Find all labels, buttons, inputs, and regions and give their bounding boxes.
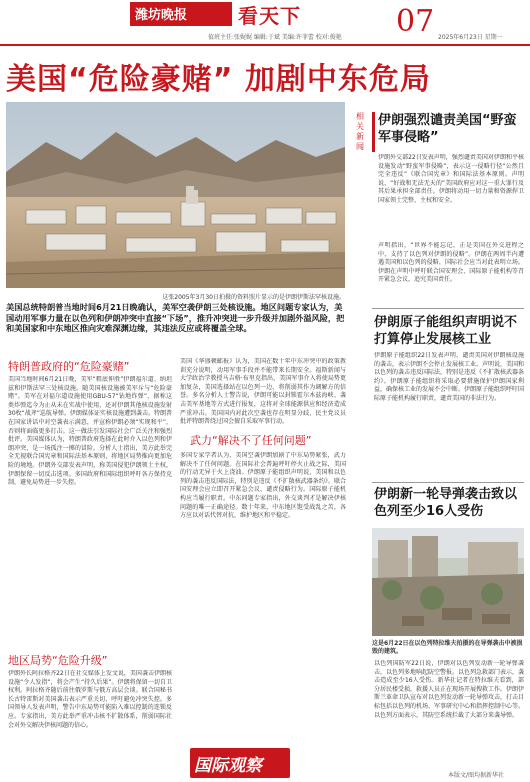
right-headline-3: 伊朗新一轮导弹袭击致以色列至少16人受伤 — [374, 487, 518, 519]
right-body-1b: 声明指出，“世界不能忘记，正是美国在外交进程之中，支持了以色列对伊朗的侵略”。伊朗在两周半内遭遇美国和以色列的侵略，国际社会应当对此表明立场。伊朗在声明中呼吁联合国安理会、国际原子能机构等召开紧急会议，追究美国责任。 — [378, 242, 524, 284]
accent-bar — [372, 112, 375, 152]
main-headline: 美国“危险豪赌” 加剧中东危局 — [6, 62, 431, 97]
right-body-1: 伊朗外交部22日发表声明，强烈谴责美国对伊朗和平核设施发动“野蛮军事侵略”，表示这一侵略行径“公然且完全违反”《联合国宪章》和国际法基本原则。声明说，“好战和无法无天的”美国政府应对这一重大罪行及其后果承担全部责任。伊朗将动用一切力量和资源捍卫国家领土完整、主权和安全。 — [378, 154, 524, 204]
related-news-label: 相关新闻 — [356, 112, 364, 151]
body-column-1a: 美国当地时间6月21日晚，美军“粗底伸胜”伊朗福尔道、纳坦兹和伊斯法罕三处核设施。随美国核设施被美军斥与“危险豪赌”。美军在对福尔道设施使用GBU-57“钻地炸弹”，据称这类炸弹迄今为止从未在实战中使用，还对伊朗其他核设施发射30枚“战斧”巡航导弹。伊朗媒体证实核设施遭到袭击。特朗普在国家讲话中对空袭表示满意，并宣称伊朗必须“实现和平”，否则将面临更多打击。这一做法引发国际社会广泛关注和强烈批评。美国媒体认为，特朗普政府选择在此时介入以色列和伊朗冲突，是一场孤注一掷的冒险。分析人士指出，美方此举完全无视联合国宪章和国际法基本原则，将地区局势推向更加危险的境地。伊朗外交部发表声明，称美国侵犯伊朗领土主权，伊朗保留一切反击选项。多国政府和国际组织呼吁各方保持克制，避免局势进一步失控。 — [8, 376, 172, 487]
right-body-3: 以色列国防军22日说，伊朗对以色列发动新一轮导弹袭击，以色列多地响起防空警报。以色列急救部门表示，袭击造成至少16人受伤。新华社记者在特拉维夫看到，部分居民楼受损，救援人员正在现场开展搜救工作。伊朗伊斯兰革命卫队宣布对以色列发动新一轮导弹攻击，打击目标包括以色列的机场、军事研究中心和指挥控制中心等。以色列方面表示，其防空系统拦截了大部分来袭导弹。 — [374, 660, 524, 719]
photo-image — [372, 528, 524, 636]
right-headline-2: 伊朗原子能组织声明说不打算停止发展核工业 — [374, 315, 518, 347]
divider — [372, 482, 524, 483]
photo-caption: 这张2005年3月30日拍摄的资料照片显示的是伊朗伊斯法罕核设施。 — [162, 294, 345, 301]
right-headline-1: 伊朗强烈谴责美国“野蛮军事侵略” — [378, 113, 517, 145]
lead-paragraph: 美国总统特朗普当地时间6月21日晚确认，美军空袭伊朗三处核设施。地区问题专家认为，美国动用军事力量在以色列和伊朗冲突中直接“下场”，推升冲突进一步升级并加剧外溢风险，把和美国家和中东地区推向灾难深渊边缘，其违法反应或将覆盖全球。 — [6, 302, 345, 334]
damaged-building-photo — [372, 528, 524, 636]
body-column-1b: 伊朗外长阿拉格齐22日在社交媒体上发文说，美国袭击伊朗核设施“令人发指”，将会产生“持久后果”。伊朗将保留一切自卫权利。阿拉格齐随后前往俄罗斯与俄方高层会谈。联合国秘书长古特雷斯对美国袭击表示严重关切，呼吁避免冲突失控。多国领导人发表声明，警告中东局势可能陷入难以控制的连锁反应。专家指出，美方此举严重冲击核不扩散体系，削弱国际社会对外交解决伊核问题的信心。 — [8, 670, 172, 729]
section-name: 看天下 — [238, 4, 301, 28]
subheading-1: 特朗普政府的“危险豪赌” — [8, 360, 130, 373]
body-column-2a: 美国《华盛顿邮报》认为，美国在数十年中东冲突中的政策教训充分说明，动用军事手段并不能带来长期安全。福斯新闻与大学政治学教授马吉格·布里克指出，美国军事介入将使局势更加复杂，美国选择站在以色列一边，将削弱其作为调解方的信誉。多名分析人士警告说，伊朗可能以封锁霍尔木兹海峡、袭击美军基地等方式进行报复，这将对全球能源供应和经济造成严重冲击。美国国内对此次空袭也存在明显分歧，民主党议员批评特朗普绕过国会擅自采取军事行动。 — [180, 358, 346, 426]
masthead-rule — [0, 44, 530, 46]
subheading-2: 地区局势“危险升级” — [8, 654, 108, 667]
date-line: 2025年6月23日 星期一 — [438, 34, 503, 41]
footer-credit: 本版文/图均据新华社 — [448, 772, 505, 779]
nuclear-facility-photo — [6, 102, 345, 288]
right-body-2: 伊朗原子能组织22日发表声明，谴责美国对伊朗核设施的袭击，表示伊朗不会停止发展核工业。声明说，美国和以色列的袭击违反国际法，特别是违反《不扩散核武器条约》。伊朗原子能组织将采取必要措施保护伊朗国家利益，确保核工业的发展不会中断。伊朗原子能组织呼吁国际原子能机构履行职责，谴责美国的非法行为。 — [374, 352, 524, 402]
editor-line: 值班主任:张娓娓 编辑:于斌 美编:许菲蕾 校对:俊艳 — [208, 34, 342, 41]
photo-image — [6, 102, 345, 288]
subheading-3: 武力“解决不了任何问题” — [190, 434, 312, 447]
page-number: 07 — [396, 4, 435, 39]
masthead — [0, 0, 530, 48]
footer-banner-title: 国际观察 — [194, 756, 262, 776]
newspaper-logo: 潍坊晚报 — [135, 8, 188, 23]
body-column-2b: 多国专家学者认为，美国空袭伊朗加剧了中东局势紧张，武力解决不了任何问题。在国际社会普遍呼吁停火止战之际，美国的行动无异于火上浇油。伊朗原子能组织声明说，美国和以色列的袭击违反国际法，特别是违反《不扩散核武器条约》。联合国安理会应立即召开紧急会议，谴责侵略行为。国际原子能机构应当履行职责。中东问题专家指出，外交谈判才是解决伊核问题的唯一正确途径。数十年来，中东地区饱受战乱之苦，各方应以对话代替对抗，维护地区和平稳定。 — [180, 452, 346, 520]
divider — [372, 308, 524, 309]
right-photo-caption: 这是6月22日在以色列特拉维夫拍摄的在导弹袭击中被损毁的建筑。 — [372, 640, 523, 655]
